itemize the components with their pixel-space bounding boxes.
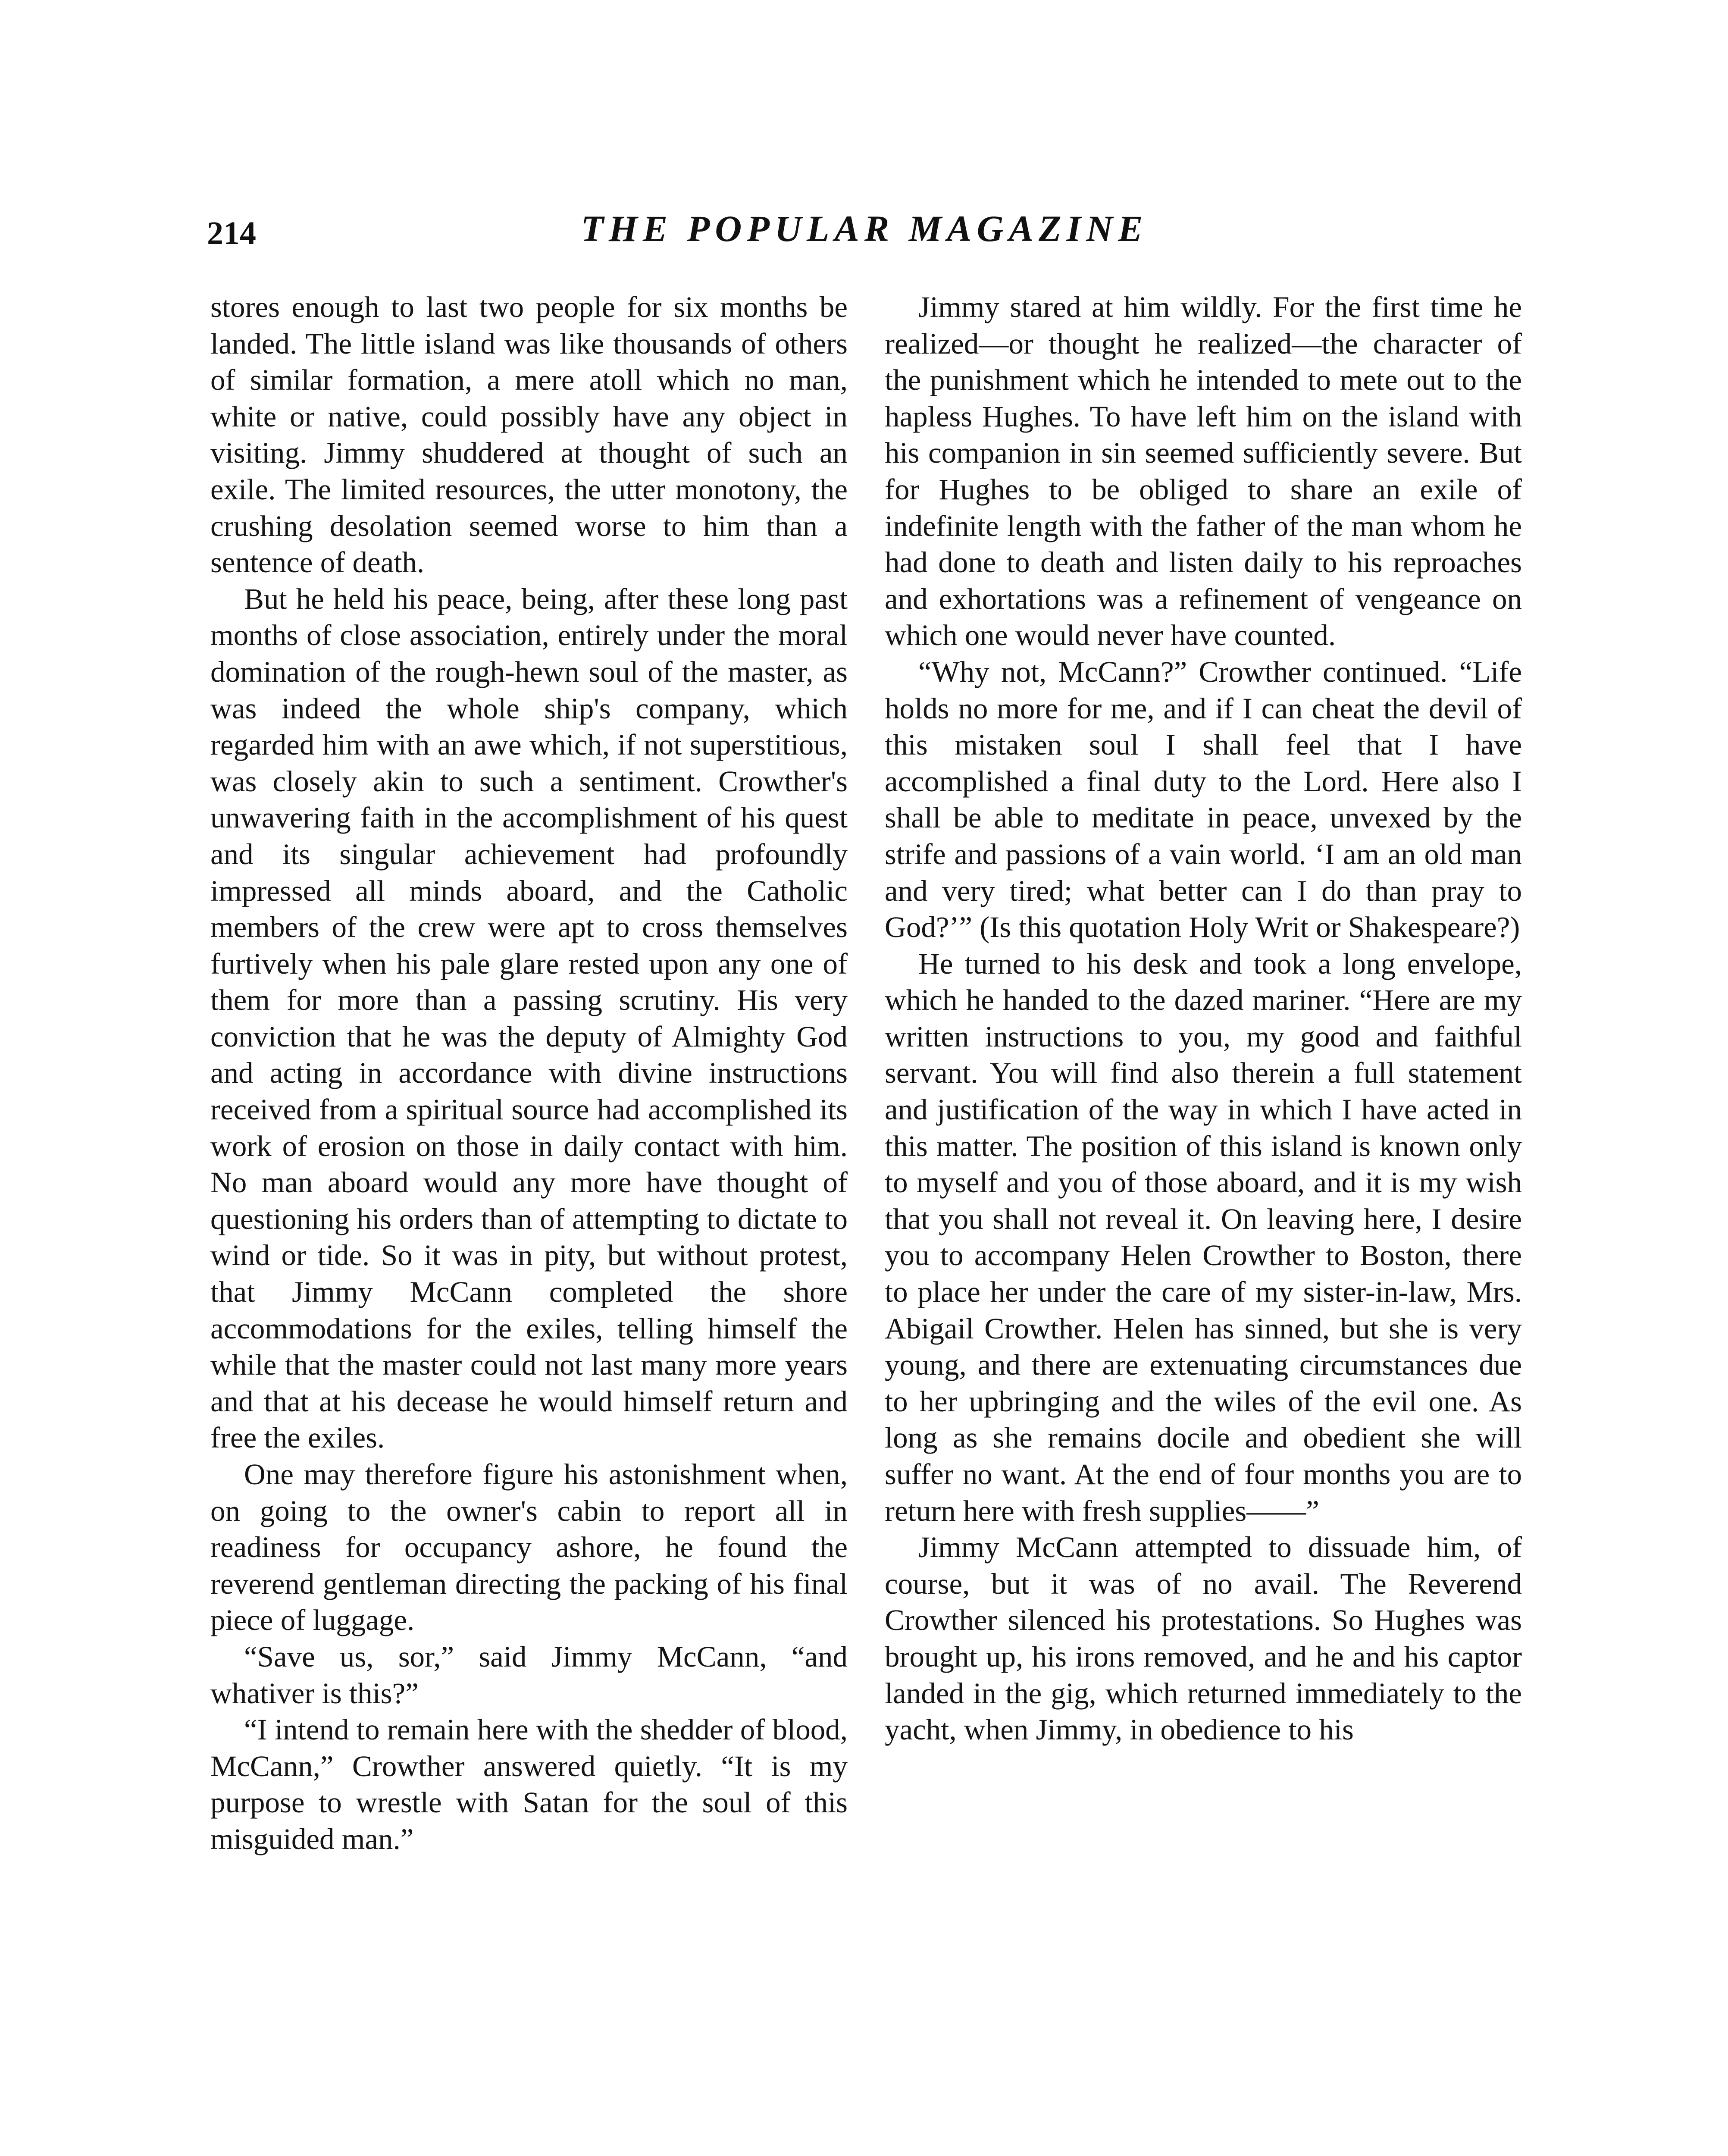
running-title: THE POPULAR MAGAZINE (581, 208, 1148, 249)
paragraph: He turned to his desk and took a long envelope, which he handed to the dazed mariner. “Here are my written instructions to you, my good and faithful servant. You will find also therein a full statement and justification of the way in which I have acted in this matter. The position of this island is known only to myself and you of those aboard, and it is my wish that you shall not reveal it. On leaving here, I desire you to accompany Helen Crowther to Boston, there to place her under the care of my sister-in-law, Mrs. Abigail Crowther. Helen has sinned, but she is very young, and there are extenuating circumstances due to her upbringing and the wiles of the evil one. As long as she remains docile and obedient she will suffer no want. At the end of four months you are to return here with fresh supplies——” (885, 947, 1522, 1527)
right-column (885, 289, 1522, 1748)
paragraph: “I intend to remain here with the shedder of blood, McCann,” Crowther answered quietly. “It is my purpose to wrestle with Satan for the soul of this misguided man.” (210, 1713, 848, 1855)
paragraph: Jimmy McCann attempted to dissuade him, of course, but it was of no avail. The Reverend Crowther silenced his protestations. So Hughes was brought up, his irons removed, and he and his captor landed in the gig, which returned immediately to the yacht, when Jimmy, in obedience to his (885, 1531, 1522, 1746)
page-header (207, 207, 1522, 267)
paragraph: “Save us, sor,” said Jimmy McCann, “and whativer is this?” (210, 1640, 848, 1710)
paragraph: stores enough to last two people for six months be landed. The little island was like thousands of others of similar formation, a mere atoll which no man, white or native, could possibly have any object in visiting. Jimmy shuddered at thought of such an exile. The limited resources, the utter monotony, the crushing desolation seemed worse to him than a sentence of death. (210, 291, 848, 579)
paragraph: Jimmy stared at him wildly. For the first time he realized—or thought he realized—the character of the punishment which he intended to mete out to the hapless Hughes. To have left him on the island with his companion in sin seemed sufficiently severe. But for Hughes to be obliged to share an exile of indefinite length with the father of the man whom he had done to death and listen daily to his reproaches and exhortations was a refinement of vengeance on which one would never have counted. (885, 291, 1522, 652)
page-number: 214 (207, 215, 256, 251)
paragraph: One may therefore figure his astonishment when, on going to the owner's cabin to report all in readiness for occupancy ashore, he found the reverend gentleman directing the packing of his final piece of luggage. (210, 1458, 848, 1637)
paragraph: “Why not, McCann?” Crowther continued. “Life holds no more for me, and if I can cheat the devil of this mistaken soul I shall feel that I have accomplished a final duty to the Lord. Here also I shall be able to meditate in peace, unvexed by the strife and passions of a vain world. ‘I am an old man and very tired; what better can I do than pray to God?’” (Is this quotation Holy Writ or Shakespeare?) (885, 655, 1522, 944)
paragraph: But he held his peace, being, after these long past months of close association, entirely under the moral domination of the rough-hewn soul of the master, as was indeed the whole ship's company, which regarded him with an awe which, if not superstitious, was closely akin to such a sentiment. Crowther's unwavering faith in the accomplishment of his quest and its singular achievement had profoundly impressed all minds aboard, and the Catholic members of the crew were apt to cross themselves furtively when his pale glare rested upon any one of them for more than a passing scrutiny. His very conviction that he was the deputy of Almighty God and acting in accordance with divine instructions received from a spiritual source had accomplished its work of erosion on those in daily contact with him. No man aboard would any more have thought of questioning his orders than of attempting to dictate to wind or tide. So it was in pity, but without protest, that Jimmy McCann completed the shore accommodations for the exiles, telling himself the while that the master could not last many more years and that at his decease he would himself return and free the exiles. (210, 582, 848, 1454)
left-column (210, 289, 848, 1858)
